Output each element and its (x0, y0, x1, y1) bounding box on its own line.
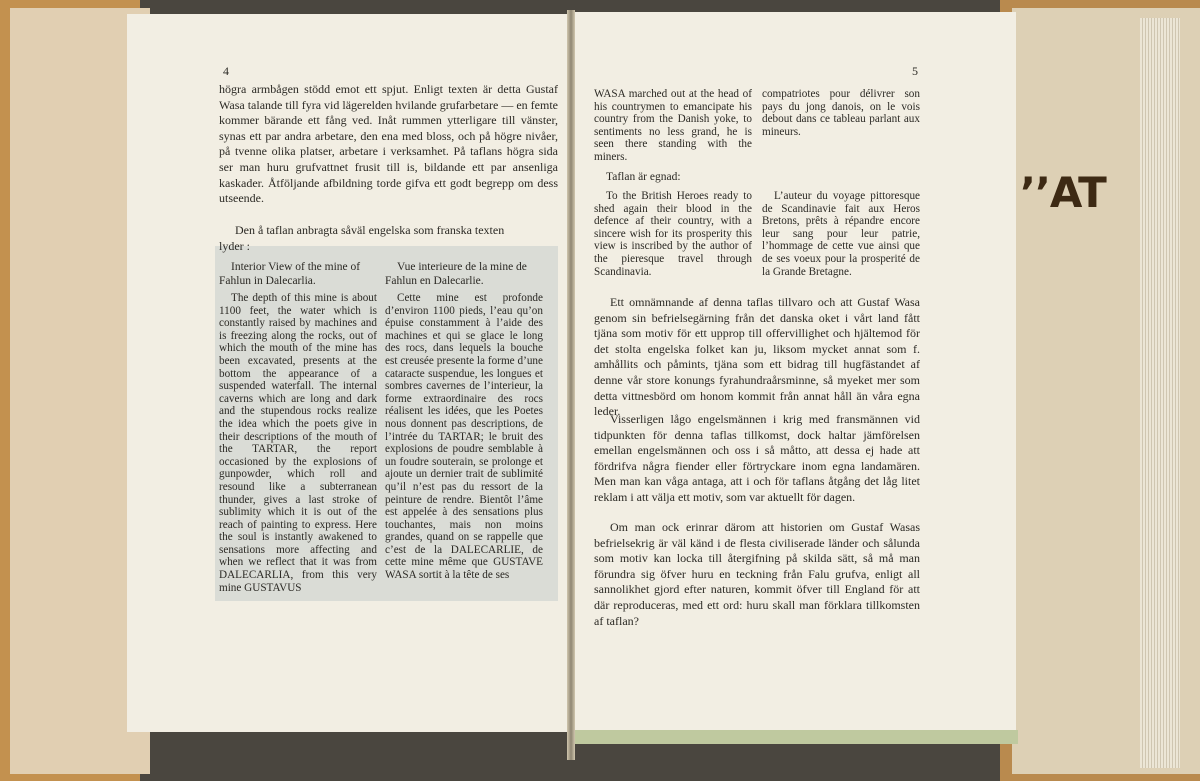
caption-intro: Taflan är egnad: (606, 171, 681, 183)
english-column: The depth of this mine is about 1100 feet, the water which is constantly raised by machines and is freezing along the rocks, out of which the mouth of the mine has been excavated, presents at the bottom the appearance of a suspended waterfall. The internal caverns which are long and dark and the stupendous rocks realize the idea which the poets give in their descriptions of the mouth of the TARTAR, the report occasioned by the explosions of gunpowder, which roll and resound like a subterranean thunder, gives a last stroke of sublimity which it is out of the reach of painting to express. Here the soul is instantly awakened to sensations more affecting and when we reflect that it was from DALECARLIA, from this very mine GUSTAVUS (219, 292, 377, 594)
paragraph-1: högra armbågen stödd emot ett spjut. Enligt texten är detta Gustaf Wasa talande till fyra vid lägerelden hvilande grufarbetare — en femte kommer bärande ett fång ved. Inåt rummen ytterligare till vänster, synas ett par andra arbetare, den ena med bloss, och på högre nivåer, på tvenne olika platser, arbetare i verksamhet. På taflans högra sida ser man huru grufvattnet frusit till is, bildande ett par ansenliga kaskader. Åtföljande afbildning torde gifva ett godt begrepp om dess utseende. (219, 82, 558, 206)
page-edge-green (572, 730, 1018, 744)
left-page (127, 14, 570, 732)
right-page (572, 12, 1016, 730)
french-column: Cette mine est profonde d’environ 1100 pieds, l’eau qu’on épuise constamment à l’aide des machines et qui se glace le long des rocs, dans lequels la bouche est creusée presente la forme d’une cataracte suspendue, les longues et sombres cavernes de l’interieur, la forme extraordinaire des rocs réalisent les idées, que les Poetes nous donnent pas descriptions, de l’intrée du TARTAR; le bruit des explosions de poudre semblable à un foudre souterain, se prolonge et ajoute un dernier trait de sublimité qu’il n’est pas du ressort de la peinture de rendre. Bientôt l’âme est appelée à des sensations plus touchantes, mais non moins grandes, quand on se rappelle que c’est de la DALECARLIE, de cette mine même que GUSTAVE WASA sortit à la tête de ses (385, 292, 543, 582)
paragraph-2-line-2: lyder : (219, 238, 250, 253)
page-number: 4 (223, 64, 229, 78)
paragraph-3: Ett omnämnande af denna taflas tillvaro och att Gustaf Wasa genom sin befrielsegärning från det danska oket i vårt land fått tjäna som motiv för ett upprop till offervillighet och hjältemod för det stolta engelska folket kan ju, liksom mycket annat som f. amhållits och påmints, tjäna som ett bidrag till hugfästandet af denne vår store konungs fyrahundraårsminne, så myeket mer som detta vittnesbörd om honom kommit från annat håll än våra egna leder. (594, 295, 920, 419)
paragraph-5: Om man ock erinrar därom att historien om Gustaf Wasas befrielsekrig är väl känd i de flesta civiliserade länder och sålunda som motiv kan locka till återgifning på skilda sätt, så må man förundra sig öfver huru en teckning från Falu grufva, enligt all sannolikhet gjord efter naturen, kommit öfver till England för att där reproduceras, med ett ord: huru skall man förklara tillkomsten af taflan? (594, 520, 920, 628)
french-column-continued: compatriotes pour délivrer son pays du jong danois, on le vois debout dans ce tableau parlant aux mineurs. (762, 88, 920, 138)
paragraph-2 (219, 223, 558, 254)
english-title: Interior View of the mine of Fahlun in Dalecarlia. (219, 261, 361, 287)
english-dedication: To the British Heroes ready to shed again their blood in the defence af their country, with a sincere wish for its prosperity this view is inscribed by the author of the pieresque travel through Scandinavia. (594, 190, 752, 278)
cover-title-fragment: ’’AT (1020, 168, 1106, 217)
paragraph-2-line-1: Den å taflan anbragta såväl engelska som franska texten (235, 223, 505, 237)
french-dedication: L’auteur du voyage pittoresque de Scandinavie fait aux Heros Bretons, prêts à répandre encore leur sang pour leur patrie, l’hommage de cette vue ainsi que de ses voeux pour la prosperité de la Grande Bretagne. (762, 190, 920, 278)
page-block-edge (1140, 18, 1180, 768)
english-column-continued: WASA marched out at the head of his countrymen to emancipate his country from the Danish yoke, to sentiments no less grand, he is seen there standing with the miners. (594, 88, 752, 163)
french-title: Vue interieure de la mine de Fahlun en Dalecarlie. (385, 261, 527, 287)
paragraph-4: Visserligen lågo engelsmännen i krig med fransmännen vid tidpunkten för denna taflas tillkomst, dock haltar jämförelsen emellan engelsmännen och oss i så måtto, att dessa ej hade att fördrifva några fiender eller förtryckare inom egna landamären. Men man kan våga antaga, att i och för taflans åtgång det låg litet reklam i att välja ett motiv, som var aktuellt för dagen. (594, 412, 920, 504)
page-number: 5 (912, 64, 918, 78)
book-spine-gutter (567, 10, 575, 760)
